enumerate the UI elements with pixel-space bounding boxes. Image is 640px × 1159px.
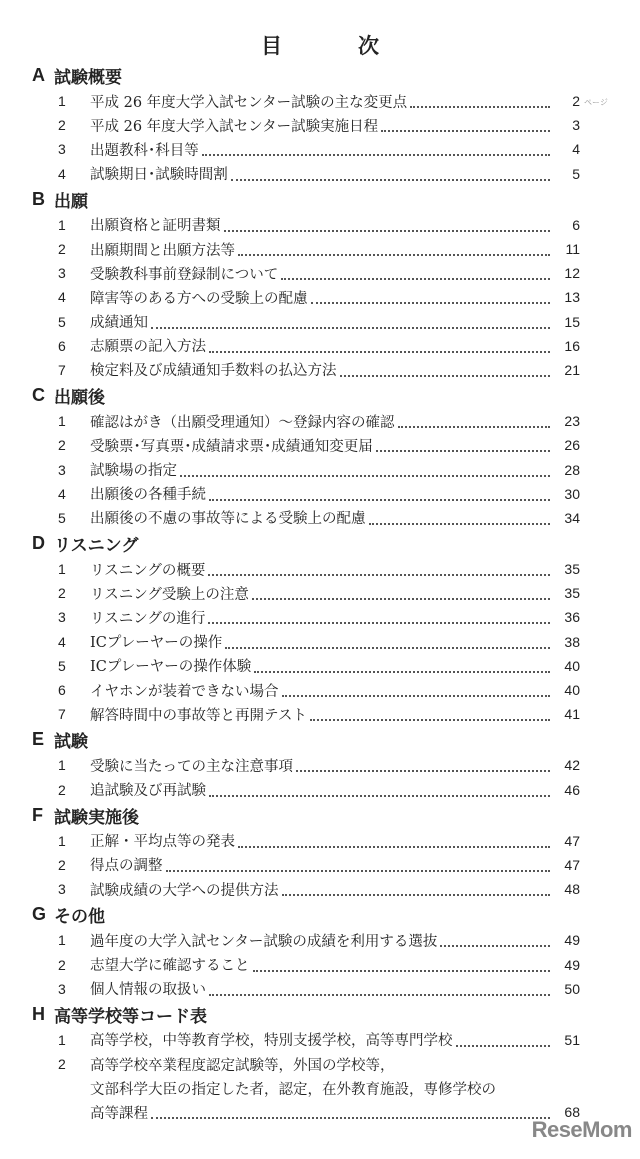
entry-page-number: 30 bbox=[564, 485, 580, 502]
entry-page-number: 34 bbox=[564, 509, 580, 526]
dot-leader bbox=[151, 1117, 550, 1119]
toc-entry[interactable] bbox=[0, 409, 640, 433]
section-heading bbox=[0, 530, 640, 557]
dot-leader bbox=[209, 795, 550, 797]
entry-title: 受験教科事前登録制について bbox=[90, 266, 279, 283]
entry-title: リスニングの進行 bbox=[90, 610, 206, 627]
section-letter: C bbox=[32, 385, 45, 406]
entry-title: 追試験及び再試験 bbox=[90, 783, 206, 800]
entry-title: 文部科学大臣の指定した者，認定，在外教育施設，専修学校の bbox=[90, 1081, 496, 1098]
entry-number: 4 bbox=[58, 165, 66, 182]
dot-leader bbox=[376, 450, 550, 452]
section-title: リスニング bbox=[54, 536, 139, 556]
toc-section-g bbox=[0, 901, 640, 1001]
entry-title: 成績通知 bbox=[90, 315, 148, 332]
toc-entry[interactable] bbox=[0, 654, 640, 678]
dot-leader bbox=[310, 719, 550, 721]
page-title bbox=[0, 30, 640, 60]
toc-section-h bbox=[0, 1001, 640, 1125]
dot-leader bbox=[209, 499, 550, 501]
entry-page-number: 49 bbox=[564, 932, 580, 949]
entry-title: 得点の調整 bbox=[90, 858, 163, 875]
dot-leader bbox=[282, 695, 551, 697]
section-letter: F bbox=[32, 804, 43, 825]
toc-section-f bbox=[0, 802, 640, 902]
section-letter: E bbox=[32, 729, 45, 750]
dot-leader bbox=[282, 894, 551, 896]
toc-entry[interactable] bbox=[0, 702, 640, 726]
toc-section-a bbox=[0, 62, 640, 186]
entry-title: 高等学校卒業程度認定試験等，外国の学校等， bbox=[90, 1057, 395, 1074]
entry-number: 3 bbox=[58, 141, 66, 158]
dot-leader bbox=[281, 278, 550, 280]
dot-leader bbox=[252, 598, 550, 600]
section-heading bbox=[0, 62, 640, 89]
dot-leader bbox=[224, 230, 551, 232]
entry-number: 2 bbox=[58, 585, 66, 602]
entry-title: ICプレーヤーの操作 bbox=[90, 635, 223, 652]
toc-entry[interactable] bbox=[0, 482, 640, 506]
entry-line bbox=[0, 1052, 640, 1076]
entry-title: リスニングの概要 bbox=[90, 562, 206, 579]
section-heading bbox=[0, 382, 640, 409]
entry-page-number: 4 bbox=[572, 141, 580, 158]
entry-number: 2 bbox=[58, 241, 66, 258]
toc-entry[interactable] bbox=[0, 753, 640, 777]
entry-title: 平成 26 年度大学入試センター試験実施日程 bbox=[90, 118, 379, 135]
dot-leader bbox=[253, 970, 551, 972]
toc-entry[interactable] bbox=[0, 778, 640, 802]
dot-leader bbox=[398, 426, 551, 428]
entry-page-number: 48 bbox=[564, 881, 580, 898]
section-heading bbox=[0, 1001, 640, 1028]
toc-section-e bbox=[0, 726, 640, 801]
toc-entry[interactable] bbox=[0, 457, 640, 481]
toc-entry[interactable] bbox=[0, 89, 640, 113]
section-title: 出願後 bbox=[54, 388, 105, 409]
entry-page-number: 47 bbox=[564, 832, 580, 849]
entry-page-number: 40 bbox=[564, 682, 580, 699]
entry-page-number: 49 bbox=[564, 956, 580, 973]
toc-entry[interactable] bbox=[0, 113, 640, 137]
dot-leader bbox=[410, 106, 550, 108]
table-of-contents bbox=[0, 62, 640, 1125]
entry-number: 5 bbox=[58, 313, 66, 330]
entry-page-number: 3 bbox=[572, 117, 580, 134]
dot-leader bbox=[202, 154, 550, 156]
entry-number: 1 bbox=[58, 413, 66, 430]
watermark-logo: ReseMom bbox=[531, 1117, 632, 1142]
section-heading bbox=[0, 802, 640, 829]
toc-section-b bbox=[0, 186, 640, 382]
entry-title: 平成 26 年度大学入試センター試験の主な変更点 bbox=[90, 94, 408, 111]
entry-number: 2 bbox=[58, 956, 66, 973]
toc-entry[interactable] bbox=[0, 581, 640, 605]
entry-page-number: 5 bbox=[572, 165, 580, 182]
toc-entry[interactable] bbox=[0, 877, 640, 901]
toc-entry[interactable] bbox=[0, 1052, 640, 1125]
dot-leader bbox=[456, 1045, 551, 1047]
dot-leader bbox=[208, 622, 550, 624]
entry-title: 正解・平均点等の発表 bbox=[90, 834, 235, 851]
entry-page-number: 51 bbox=[564, 1031, 580, 1048]
entry-number: 6 bbox=[58, 337, 66, 354]
entry-page-number: 40 bbox=[564, 657, 580, 674]
entry-page-number: 13 bbox=[564, 289, 580, 306]
entry-number: 1 bbox=[58, 832, 66, 849]
dot-leader bbox=[238, 846, 550, 848]
dot-leader bbox=[166, 870, 551, 872]
section-letter: A bbox=[32, 65, 45, 85]
entry-title: 受験に当たっての主な注意事項 bbox=[90, 758, 293, 775]
entry-number: 1 bbox=[58, 561, 66, 578]
toc-entry[interactable] bbox=[0, 433, 640, 457]
entry-title: 試験成績の大学への提供方法 bbox=[90, 882, 279, 899]
entry-number: 2 bbox=[58, 781, 66, 798]
entry-number: 5 bbox=[58, 657, 66, 674]
toc-entry[interactable] bbox=[0, 1028, 640, 1052]
dot-leader bbox=[440, 945, 550, 947]
entry-page-number: 16 bbox=[564, 337, 580, 354]
toc-entry[interactable] bbox=[0, 928, 640, 952]
dot-leader bbox=[369, 523, 551, 525]
toc-entry[interactable] bbox=[0, 630, 640, 654]
entry-number: 6 bbox=[58, 682, 66, 699]
toc-entry[interactable] bbox=[0, 213, 640, 237]
entry-number: 4 bbox=[58, 633, 66, 650]
section-heading bbox=[0, 726, 640, 753]
entry-number: 3 bbox=[58, 609, 66, 626]
title-char: 次 bbox=[358, 33, 379, 58]
section-title: その他 bbox=[54, 907, 105, 928]
entry-title: 高等学校，中等教育学校，特別支援学校，高等専門学校 bbox=[90, 1033, 453, 1050]
title-char: 目 bbox=[261, 33, 282, 58]
entry-number: 1 bbox=[58, 932, 66, 949]
entry-title: 障害等のある方への受験上の配慮 bbox=[90, 290, 308, 307]
toc-entry[interactable] bbox=[0, 678, 640, 702]
entry-number: 1 bbox=[58, 93, 66, 110]
entry-number: 3 bbox=[58, 265, 66, 282]
entry-page-number: 2 bbox=[572, 93, 580, 110]
entry-page-number: 35 bbox=[564, 561, 580, 578]
section-letter: D bbox=[32, 533, 45, 553]
section-letter: G bbox=[32, 904, 47, 925]
entry-title: 受験票･写真票･成績請求票･成績通知変更届 bbox=[90, 438, 373, 455]
entry-page-number: 26 bbox=[564, 437, 580, 454]
toc-entry[interactable] bbox=[0, 605, 640, 629]
entry-title: 過年度の大学入試センター試験の成績を利用する選抜 bbox=[90, 933, 438, 950]
entry-title: 志望大学に確認すること bbox=[90, 958, 250, 975]
toc-entry[interactable] bbox=[0, 557, 640, 581]
dot-leader bbox=[209, 994, 550, 996]
toc-section-c bbox=[0, 382, 640, 530]
entry-number: 5 bbox=[58, 509, 66, 526]
entry-title: ICプレーヤーの操作体験 bbox=[90, 659, 252, 676]
toc-entry[interactable] bbox=[0, 358, 640, 382]
toc-entry[interactable] bbox=[0, 977, 640, 1001]
dot-leader bbox=[151, 327, 550, 329]
entry-page-number: 21 bbox=[564, 361, 580, 378]
dot-leader bbox=[254, 671, 550, 673]
dot-leader bbox=[231, 179, 550, 181]
page-label: ページ bbox=[584, 98, 608, 107]
dot-leader bbox=[238, 254, 550, 256]
entry-number: 7 bbox=[58, 706, 66, 723]
entry-title: 志願票の記入方法 bbox=[90, 339, 206, 356]
entry-page-number: 28 bbox=[564, 461, 580, 478]
dot-leader bbox=[180, 475, 550, 477]
entry-title: 出願資格と証明書類 bbox=[90, 218, 221, 235]
entry-page-number: 6 bbox=[572, 216, 580, 233]
entry-title: 確認はがき（出願受理通知）～登録内容の確認 bbox=[90, 414, 395, 431]
entry-page-number: 68 bbox=[564, 1104, 580, 1121]
entry-number: 4 bbox=[58, 289, 66, 306]
entry-title: 個人情報の取扱い bbox=[90, 982, 206, 999]
entry-page-number: 42 bbox=[564, 757, 580, 774]
entry-number: 2 bbox=[58, 437, 66, 454]
section-letter: B bbox=[32, 188, 45, 209]
entry-title: 試験期日･試験時間割 bbox=[90, 167, 228, 184]
entry-page-number: 38 bbox=[564, 633, 580, 650]
toc-entry[interactable] bbox=[0, 310, 640, 334]
entry-page-number: 36 bbox=[564, 609, 580, 626]
dot-leader bbox=[225, 647, 550, 649]
section-heading bbox=[0, 186, 640, 213]
toc-section-d bbox=[0, 530, 640, 726]
section-title: 出願 bbox=[54, 191, 88, 212]
entry-title: 試験場の指定 bbox=[90, 463, 177, 480]
section-heading bbox=[0, 901, 640, 928]
entry-title: 出願期間と出願方法等 bbox=[90, 242, 235, 259]
toc-entry[interactable] bbox=[0, 829, 640, 853]
entry-title: 検定料及び成績通知手数料の払込方法 bbox=[90, 363, 337, 380]
entry-page-number: 47 bbox=[564, 856, 580, 873]
entry-title: 出題教科･科目等 bbox=[90, 142, 199, 159]
toc-entry[interactable] bbox=[0, 261, 640, 285]
toc-entry[interactable] bbox=[0, 334, 640, 358]
dot-leader bbox=[311, 302, 551, 304]
dot-leader bbox=[208, 574, 550, 576]
entry-page-number: 35 bbox=[564, 585, 580, 602]
entry-page-number: 46 bbox=[564, 781, 580, 798]
entry-page-number: 11 bbox=[565, 241, 580, 258]
toc-entry[interactable] bbox=[0, 237, 640, 261]
toc-entry[interactable] bbox=[0, 506, 640, 530]
dot-leader bbox=[296, 770, 550, 772]
entry-page-number: 12 bbox=[564, 265, 580, 282]
toc-entry[interactable] bbox=[0, 853, 640, 877]
entry-title: 高等課程 bbox=[90, 1105, 148, 1122]
entry-number: 3 bbox=[58, 881, 66, 898]
entry-number: 7 bbox=[58, 361, 66, 378]
section-title: 試験概要 bbox=[54, 68, 122, 88]
section-letter: H bbox=[32, 1003, 45, 1024]
entry-number: 2 bbox=[58, 856, 66, 873]
entry-page-number: 50 bbox=[564, 980, 580, 997]
entry-page-number: 41 bbox=[564, 706, 580, 723]
dot-leader bbox=[381, 130, 550, 132]
entry-title: 解答時間中の事故等と再開テスト bbox=[90, 707, 307, 724]
entry-number: 2 bbox=[58, 1056, 66, 1073]
entry-number: 1 bbox=[58, 1031, 66, 1048]
dot-leader bbox=[340, 375, 551, 377]
entry-number: 4 bbox=[58, 485, 66, 502]
toc-entry[interactable] bbox=[0, 137, 640, 161]
entry-number: 1 bbox=[58, 216, 66, 233]
entry-page-number: 23 bbox=[564, 413, 580, 430]
toc-entry[interactable] bbox=[0, 952, 640, 976]
toc-entry[interactable] bbox=[0, 285, 640, 309]
toc-entry[interactable] bbox=[0, 162, 640, 186]
dot-leader bbox=[209, 351, 550, 353]
entry-number: 3 bbox=[58, 980, 66, 997]
entry-title: イヤホンが装着できない場合 bbox=[90, 683, 279, 700]
entry-page-number: 15 bbox=[564, 313, 580, 330]
entry-number: 2 bbox=[58, 117, 66, 134]
entry-number: 3 bbox=[58, 461, 66, 478]
section-title: 試験実施後 bbox=[54, 807, 139, 828]
entry-title: 出願後の各種手続 bbox=[90, 487, 206, 504]
entry-number: 1 bbox=[58, 757, 66, 774]
section-title: 試験 bbox=[54, 732, 88, 753]
entry-title: リスニング受験上の注意 bbox=[90, 586, 249, 603]
entry-line bbox=[0, 1076, 640, 1100]
entry-title: 出願後の不慮の事故等による受験上の配慮 bbox=[90, 511, 366, 528]
section-title: 高等学校等コード表 bbox=[54, 1006, 207, 1027]
